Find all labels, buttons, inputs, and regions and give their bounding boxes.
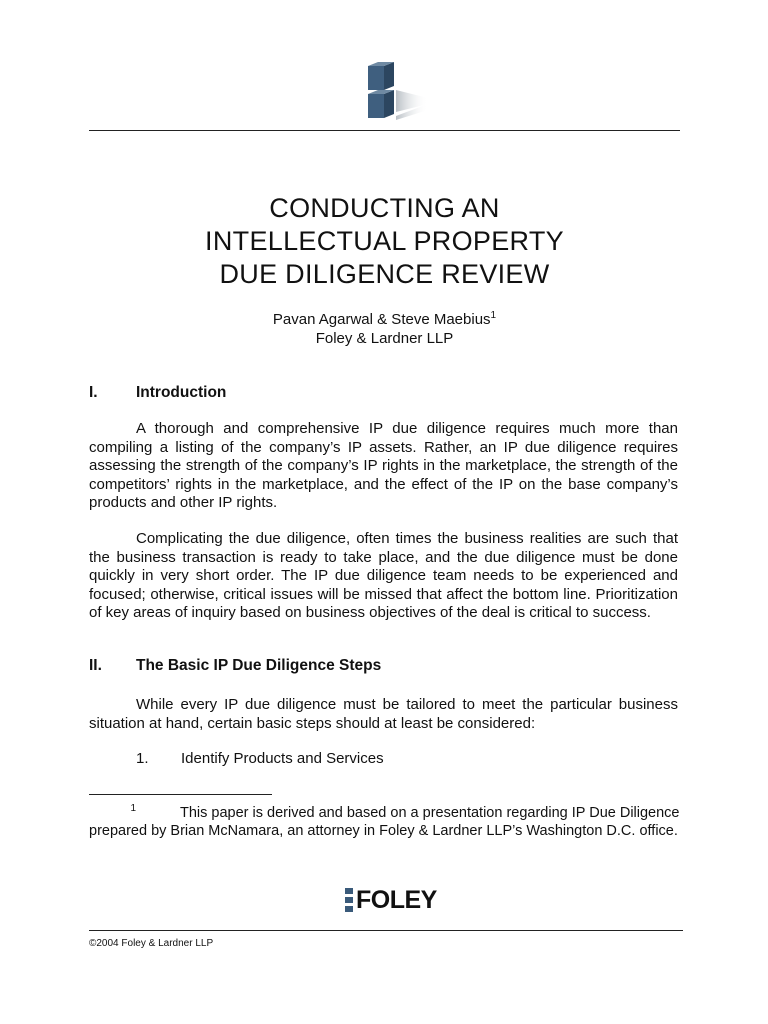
bottom-divider xyxy=(89,930,683,931)
author-block xyxy=(89,310,680,348)
author-names-line xyxy=(89,310,680,329)
foley-wordmark: FOLEY xyxy=(356,885,437,914)
author-firm: Foley & Lardner LLP xyxy=(315,330,454,347)
section-title: Introduction xyxy=(136,384,227,401)
section-number: II. xyxy=(89,657,102,674)
footnote-text: This paper is derived and based on a presentation regarding IP Due Diligence prepared by Brian McNamara, an attorney in Foley & Lardner LLP’s Washington D.C. office. xyxy=(89,805,680,840)
foley-bar-mark-icon xyxy=(345,888,353,912)
section-number: I. xyxy=(89,384,98,401)
top-divider xyxy=(89,130,680,131)
copyright-notice: ©2004 Foley & Lardner LLP xyxy=(89,938,214,949)
author-names: Pavan Agarwal & Steve Maebius xyxy=(272,311,491,328)
section-heading-basic-steps xyxy=(89,657,680,675)
list-item-text: Identify Products and Services xyxy=(181,750,384,767)
footnote-divider xyxy=(89,794,272,795)
title-line-1: CONDUCTING AN xyxy=(269,193,500,223)
foley-logo xyxy=(345,886,437,914)
document-title xyxy=(89,192,680,291)
title-line-3: DUE DILIGENCE REVIEW xyxy=(219,259,550,289)
stacked-blocks-logo-icon xyxy=(360,60,430,124)
title-line-2: INTELLECTUAL PROPERTY xyxy=(205,226,564,256)
footnote-mark: 1 xyxy=(130,803,136,814)
list-item-number: 1. xyxy=(136,750,149,767)
paragraph-basic-steps: While every IP due diligence must be tailored to meet the particular business situation at hand, certain basic steps should at least be considered: xyxy=(89,696,678,732)
list-item xyxy=(136,750,384,767)
section-title: The Basic IP Due Diligence Steps xyxy=(136,657,382,674)
footnote xyxy=(89,804,680,841)
paragraph-intro-1: A thorough and comprehensive IP due diligence requires much more than compiling a listing of the company’s IP assets. Rather, an IP due diligence requires assessing the strength of the company’s IP rights in the marketplace, the strength of the competitors’ rights in the marketplace, and the effect of the IP on the base company’s products and other IP rights. xyxy=(89,420,678,512)
footnote-reference: 1 xyxy=(490,310,497,321)
section-heading-introduction xyxy=(89,384,680,402)
paragraph-intro-2: Complicating the due diligence, often times the business realities are such that the business transaction is ready to take place, and the due diligence must be done quickly in very short order. The IP due diligence team needs to be experienced and focused; otherwise, critical issues will be missed that affect the bottom line. Prioritization of key areas of inquiry based on business objectives of the deal is critical to success. xyxy=(89,530,678,622)
